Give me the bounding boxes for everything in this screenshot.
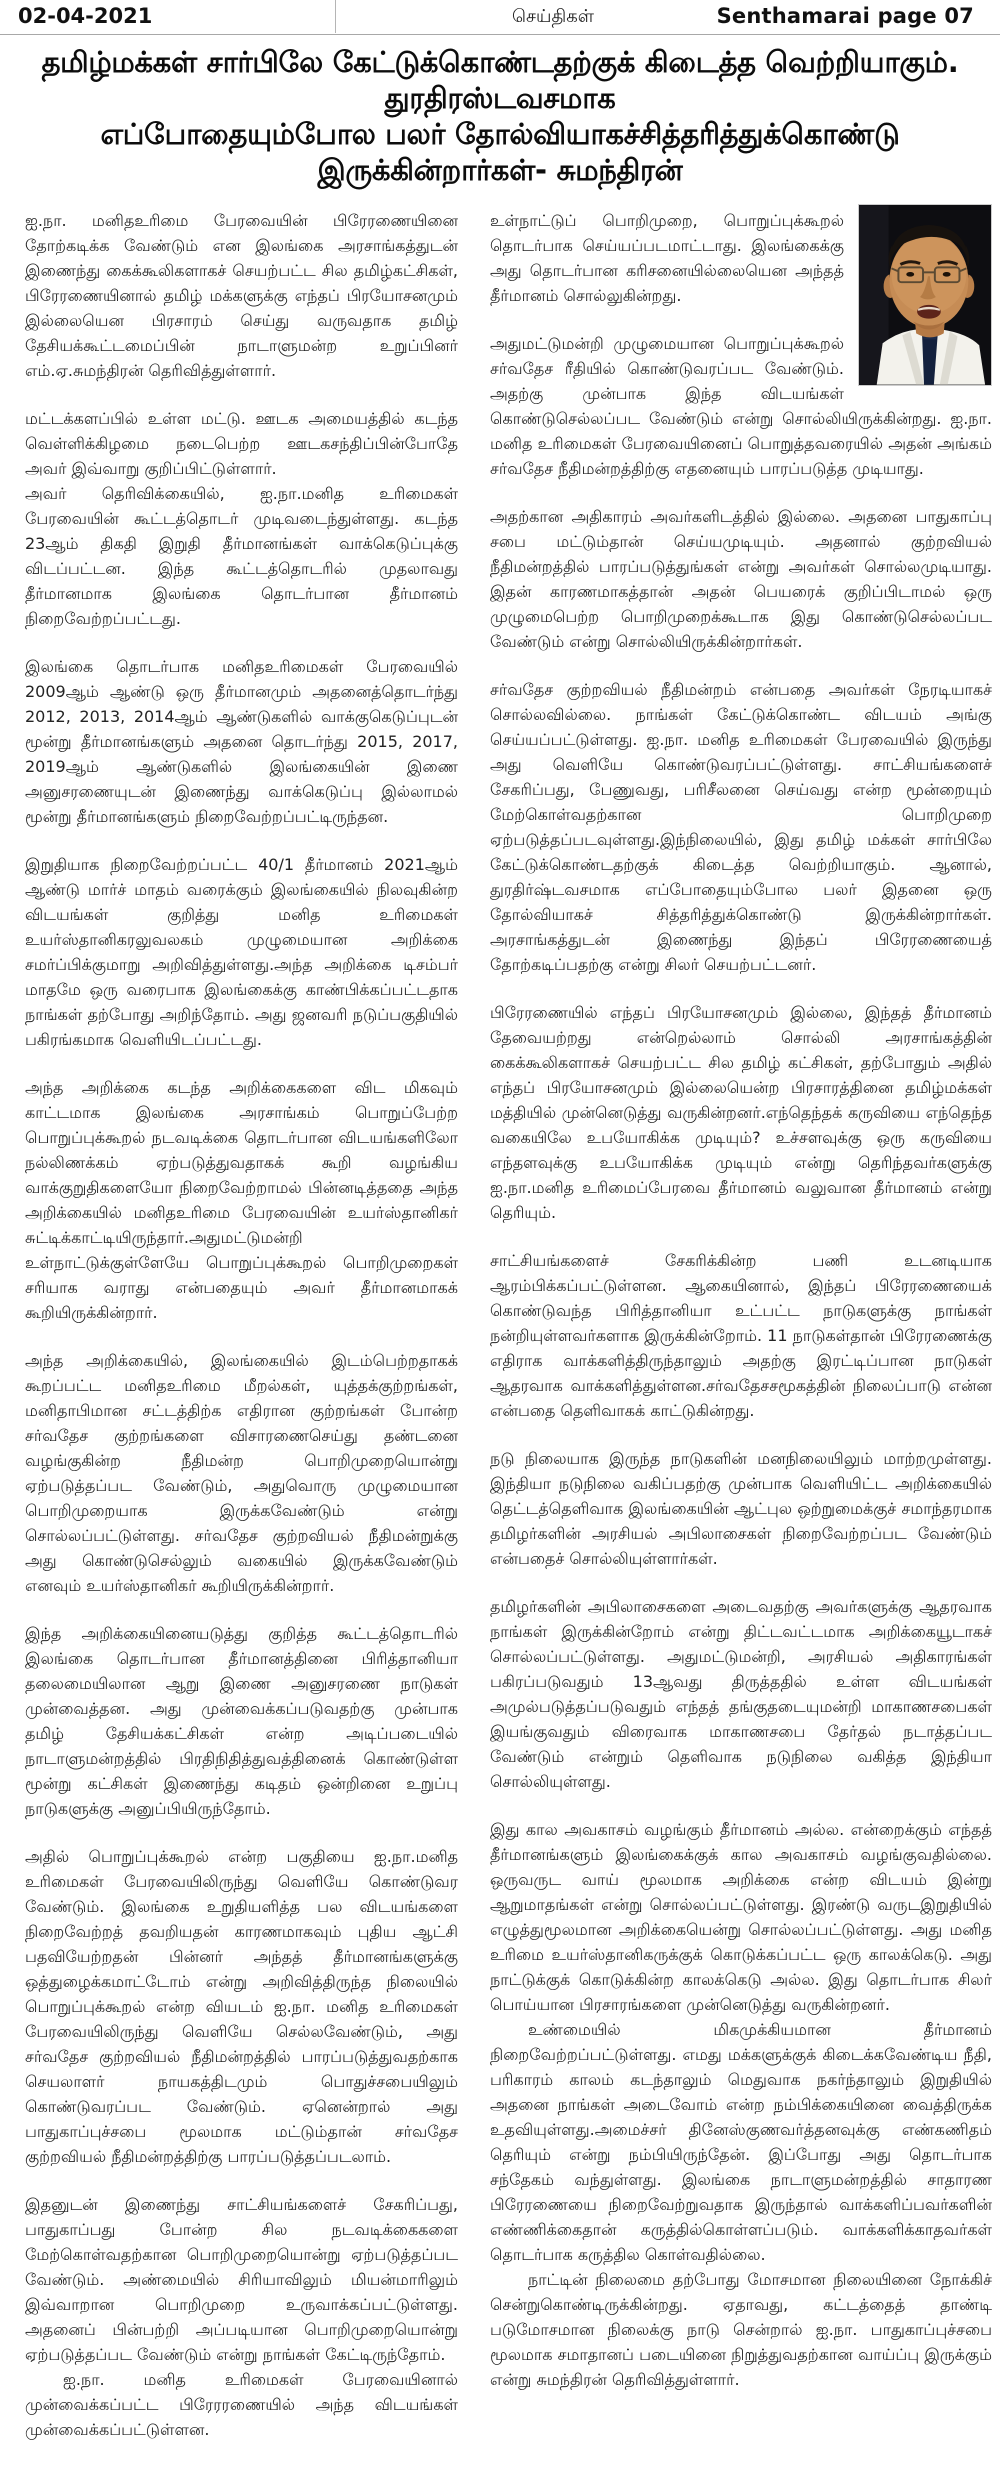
portrait-photo bbox=[858, 204, 992, 386]
issue-date: 02-04-2021 bbox=[0, 0, 336, 33]
paragraph: இறுதியாக நிறைவேற்றப்பட்ட 40/1 தீர்மானம் 2021ஆம் ஆண்டு மார்ச் மாதம் வரைக்கும் இலங்கையில் நிலவுகின்ற விடயங்கள் குறித்து மனித உரிமைகள் உயர்ஸ்தானிகரலுவலகம் முழுமையான அறிக்கை சமர்ப்பிக்குமாறு அறிவித்துள்ளது.அந்த அறிக்கை டிசம்பர் மாதமே ஒரு வரைபாக இலங்கைக்கு காண்பிக்கப்பட்டதாக நாங்கள் தற்போது அறிந்தோம். அது ஜனவரி நடுப்பகுதியில் பகிரங்கமாக வெளியிடப்பட்டது. bbox=[25, 855, 458, 1049]
paragraph: தமிழர்களின் அபிலாசைகளை அடைவதற்கு அவர்களுக்கு ஆதரவாக நாங்கள் இருக்கின்றோம் என்று திட்டவட்டமாக அறிக்கையூடாகச் சொல்லப்பட்டுள்ளது. அதுமட்டுமன்றி, அரசியல் அதிகாரங்கள் பகிரப்படுவதும் 13ஆவது திருத்ததில் உள்ள விடயங்கள் அமுல்படுத்தப்படுவதும் எந்தத் தங்குதடையுமன்றி மாகாணசபைகள் இயங்குவதும் விரைவாக மாகாணசபை தேர்தல் நடாத்தப்பட வேண்டும் என்றும் தெளிவாக நடுநிலை வகித்த இந்தியா சொல்லியுள்ளது. bbox=[490, 1597, 992, 1791]
paragraph: சாட்சியங்களைச் சேகரிக்கின்ற பணி உடனடியாக ஆரம்பிக்கப்பட்டுள்ளன. ஆகையினால், இந்தப் பிரேரணையைக் கொண்டுவந்த பிரித்தானியா உட்பட்ட நாடுகளுக்கு நாங்கள் நன்றியுள்ளவர்களாக இருக்கின்றோம். 11 நாடுகள்தான் பிரேரணைக்கு எதிராக வாக்களித்திருந்தாலும் அதற்கு இரட்டிப்பான நாடுகள் ஆதரவாக வாக்களித்துள்ளன.சர்வதேசசமூகத்தின் நிலைப்பாடு என்ன என்பதை தெளிவாகக் காட்டுகின்றது. bbox=[490, 1251, 992, 1420]
paragraph: பிரேரணையில் எந்தப் பிரயோசனமும் இல்லை, இந்தத் தீர்மானம் தேவையற்றது என்றெல்லாம் சொல்லி அரசாங்கத்தின் கைக்கூலிகளாகச் செயற்பட்ட சில தமிழ் கட்சிகள், தற்போதும் அதில் எந்தப் பிரயோசனமும் இல்லையென்ற பிரசாரத்தினை தமிழ்மக்கள் மத்தியில் முன்னெடுத்து வருகின்றனர்.எந்தெந்தக் கருவியை எந்தெந்த வகையிலே உபயோகிக்க முடியும்? உச்சளவுக்கு ஒரு கருவியை எந்தளவுக்கு உபயோகிக்க முடியும் என்று தெரிந்தவர்களுக்கு ஐ.நா.மனித உரிமைப்பேரவை தீர்மானம் வலுவான தீர்மானம் என்று தெரியும். bbox=[490, 1003, 992, 1222]
paragraph: அந்த அறிக்கையில், இலங்கையில் இடம்பெற்றதாகக் கூறப்பட்ட மனிதஉரிமை மீறல்கள், யுத்தக்குற்றங்கள், மனிதாபிமான சட்டத்திற்க எதிரான குற்றங்கள் போன்ற சர்வதேச குற்றங்களை விசாரணைசெய்து தண்டனை வழங்குகின்ற நீதிமன்ற பொறிமுறையொன்று ஏற்படுத்தப்பட வேண்டும், அதுவொரு முழுமையான பொறிமுறையாக இருக்கவேண்டும் என்று சொல்லப்பட்டுள்ளது. சர்வதேச குற்றவியல் நீதிமன்றுக்கு அது கொண்டுசெல்லும் வகையில் இருக்கவேண்டும் எனவும் உயர்ஸ்தானிகர் கூறியிருக்கின்றார். bbox=[25, 1351, 458, 1595]
paragraph: இந்த அறிக்கையினையடுத்து குறித்த கூட்டத்தொடரில் இலங்கை தொடர்பான தீர்மானத்தினை பிரித்தானியா தலைமையிலான ஆறு இணை அனுசரணை நாடுகள் முன்வைத்தன. அது முன்வைக்கப்படுவதற்கு முன்பாக தமிழ் தேசியக்கட்சிகள் என்ற அடிப்படையில் நாடாளுமன்றத்தில் பிரதிநிதித்துவத்தினைக் கொண்டுள்ள மூன்று கட்சிகள் இணைந்து கடிதம் ஒன்றினை உறுப்பு நாடுகளுக்கு அனுப்பியிருந்தோம். bbox=[25, 1624, 458, 1818]
paragraph: நாட்டின் நிலைமை தற்போது மோசமான நிலையினை நோக்கிச் சென்றுகொண்டிருக்கின்றது. ஏதாவது, கட்டத்தைத் தாண்டி படுமோசமான நிலைக்கு நாடு சென்றால் ஐ.நா. பாதுகாப்புச்சபை மூலமாக சமாதானப் படையினை நிறுத்துவதற்கான வாய்ப்பு இருக்கும் என்று சுமந்திரன் தெரிவித்துள்ளார். bbox=[490, 2270, 992, 2389]
paragraph: மட்டக்களப்பில் உள்ள மட்டு. ஊடக அமையத்தில் கடந்த வெள்ளிக்கிழமை நடைபெற்ற ஊடகசந்திப்பின்போதே அவர் இவ்வாறு குறிப்பிட்டுள்ளார். bbox=[25, 409, 458, 478]
paragraph: இலங்கை தொடர்பாக மனிதஉரிமைகள் பேரவையில் 2009ஆம் ஆண்டு ஒரு தீர்மானமும் அதனைத்தொடர்ந்து 2012, 2013, 2014ஆம் ஆண்டுகளில் வாக்குகெடுப்புடன் மூன்று தீர்மானங்களும் அதனை தொடர்ந்து 2015, 2017, 2019ஆம் ஆண்டுகளில் இலங்கையின் இணை அனுசரணையுடன் இணைந்து வாக்கெடுப்பு இல்லாமல் மூன்று தீர்மானங்களும் நிறைவேற்றப்பட்டிருந்தன. bbox=[25, 657, 458, 826]
paragraph: அதில் பொறுப்புக்கூறல் என்ற பகுதியை ஐ.நா.மனித உரிமைகள் பேரவையிலிருந்து வெளியே கொண்டுவர வேண்டும். இலங்கை உறுதியளித்த பல விடயங்களை நிறைவேற்றத் தவறியதன் காரணமாகவும் புதிய ஆட்சி பதவியேற்றதன் பின்னர் அந்தத் தீர்மானங்களுக்கு ஒத்துழைக்கமாட்டோம் என்று அறிவித்திருந்த நிலையில் பொறுப்புக்கூறல் என்ற வியடம் ஐ.நா. மனித உரிமைகள் பேரவையிலிருந்து வெளியே செல்லவேண்டும், அது சர்வதேச குற்றவியல் நீதிமன்றத்தில் பாரப்படுத்துவதற்காக செயலாளர் நாயகத்திடமும் பொதுச்சபையிலும் கொண்டுவரப்பட வேண்டும். ஏனென்றால் அது பாதுகாப்புச்சபை மூலமாக மட்டும்தான் சர்வதேச குற்றவியல் நீதிமன்றத்திற்கு பாரப்படுத்தப்படலாம். bbox=[25, 1847, 458, 2166]
paragraph: இது கால அவகாசம் வழங்கும் தீர்மானம் அல்ல. என்றைக்கும் எந்தத் தீர்மானங்களும் இலங்கைக்குக் கால அவகாசம் வழங்குவதில்லை. ஒருவருட வாய் மூலமாக அறிக்கை என்ற விடயம் இன்று ஆறுமாதங்கள் என்று சொல்லப்பட்டுள்ளது. இரண்டு வருடஇறுதியில் எழுத்துமூலமான அறிக்கையென்று சொல்லப்பட்டுள்ளது. அது மனித உரிமை உயர்ஸ்தானிகருக்குக் கொடுக்கப்பட்ட ஒரு காலக்கெடு. அது நாட்டுக்குக் கொடுக்கின்ற காலக்கெடு அல்ல. இது தொடர்பாக சிலர் பொய்யான பிரசாரங்களை முன்னெடுத்து வருகின்றனர். bbox=[490, 1820, 992, 2014]
paragraph: இதனுடன் இணைந்து சாட்சியங்களைச் சேகரிப்பது, பாதுகாப்பது போன்ற சில நடவடிக்கைகளை மேற்கொள்வதற்கான பொறிமுறையொன்று ஏற்படுத்தப்பட வேண்டும். அண்மையில் சிரியாவிலும் மியன்மாரிலும் இவ்வாறான பொறிமுறை உருவாக்கப்பட்டுள்ளது. அதனைப் பின்பற்றி அப்படியான பொறிமுறையொன்று ஏற்படுத்தப்பட வேண்டும் என்று நாங்கள் கேட்டிருந்தோம். bbox=[25, 2195, 458, 2364]
paragraph: அதற்கான அதிகாரம் அவர்களிடத்தில் இல்லை. அதனை பாதுகாப்பு சபை மட்டும்தான் செய்யமுடியும். அதனால் குற்றவியல் நீதிமன்றத்தில் பாரப்படுத்துங்கள் என்று அவர்கள் சொல்லமுடியாது. இதன் காரணமாகத்தான் அதன் பெயரைக் குறிப்பிடாமல் ஒரு முழுமைபெற்ற பொறிமுறைக்கூடாக இது கொண்டுசெல்லப்பட வேண்டும் என்று சொல்லியிருக்கின்றார்கள். bbox=[490, 507, 992, 651]
section-title: செய்திகள் bbox=[512, 6, 594, 27]
paragraph: ஐ.நா. மனித உரிமைகள் பேரவையினால் முன்வைக்கப்பட்ட பிரேரரணையில் அந்த விடயங்கள் முன்வைக்கப்பட்டுள்ளன. bbox=[25, 2370, 458, 2439]
paragraph: ஐ.நா. மனிதஉரிமை பேரவையின் பிரேரணையினை தோற்கடிக்க வேண்டும் என இலங்கை அரசாங்கத்துடன் இணைந்து கைக்கூலிகளாகச் செயற்பட்ட சில தமிழ்கட்சிகள், பிரேரணையினால் தமிழ் மக்களுக்கு எந்தப் பிரயோசனமும் இல்லையென பிரசாரம் செய்து வருவதாக தமிழ் தேசியக்கூட்டமைப்பின் நாடாளுமன்ற உறுப்பினர் எம்.ஏ.சுமந்திரன் தெரிவித்துள்ளார். bbox=[25, 211, 458, 380]
paragraph: அதுமட்டுமன்றி முழுமையான பொறுப்புக்கூறல் சர்வதேச ரீதியில் கொண்டுவரப்பட வேண்டும். அதற்கு முன்பாக இந்த விடயங்கள் கொண்டுசெல்லப்பட வேண்டும் என்று சொல்லியிருக்கின்றது. ஐ.நா. மனித உரிமைகள் பேரவையினைப் பொறுத்தவரையில் அதன் அங்கம் சர்வதேச நீதிமன்றத்திற்கு எதனையும் பாரப்படுத்த முடியாது. bbox=[490, 334, 992, 478]
paragraph: சர்வதேச குற்றவியல் நீதிமன்றம் என்பதை அவர்கள் நேரடியாகச் சொல்லவில்லை. நாங்கள் கேட்டுக்கொண்ட விடயம் அங்கு செய்யப்பட்டுள்ளது. ஐ.நா. மனித உரிமைகள் பேரவையில் இருந்து அது வெளியே கொண்டுவரப்பட்டுள்ளது. சாட்சியங்களைச் சேகரிப்பது, பேணுவது, பரிசீலனை செய்வது என்ற மூன்றையும் மேற்கொள்வதற்கான பொறிமுறை ஏற்படுத்தப்படவுள்ளது.இந்நிலையில், இது தமிழ் மக்கள் சார்பிலே கேட்டுக்கொண்டதற்குக் கிடைத்த வெற்றியாகும். ஆனால், துரதிர்ஷ்டவசமாக எப்போதையும்போல பலர் இதனை ஒரு தோல்வியாகச் சித்தரித்துக்கொண்டு இருக்கின்றார்கள். அரசாங்கத்துடன் இணைந்து இந்தப் பிரேரணையைத் தோற்கடிப்பதற்கு என்று சிலர் செயற்பட்டனர். bbox=[490, 680, 992, 974]
left-column bbox=[25, 208, 458, 2465]
right-column bbox=[490, 208, 992, 2415]
paragraph: நடு நிலையாக இருந்த நாடுகளின் மனநிலையிலும் மாற்றமுள்ளது. இந்தியா நடுநிலை வகிப்பதற்கு முன்பாக வெளியிட்ட அறிக்கையில் தெட்டத்தெளிவாக இலங்கையின் ஆட்புல ஒற்றுமைக்குச் சமாந்தரமாக தமிழர்களின் அரசியல் அபிலாசைகள் நிறைவேற்றப்பட வேண்டும் என்பதைச் சொல்லியுள்ளார்கள். bbox=[490, 1449, 992, 1568]
paragraph: உள்நாட்டுப் பொறிமுறை, பொறுப்புக்கூறல் தொடர்பாக செய்யப்படமாட்டாது. இலங்கைக்கு அது தொடர்பான கரிசனையில்லையென அந்தத் தீர்மானம் சொல்லுகின்றது. bbox=[490, 211, 844, 305]
headline-line-2: எப்போதையும்போல பலர் தோல்வியாகச்சித்தரித்துக்கொண்டு இருக்கின்றார்கள்- சுமந்திரன் bbox=[100, 117, 900, 187]
paragraph: உண்மையில் மிகமுக்கியமான தீர்மானம் நிறைவேற்றப்பட்டுள்ளது. எமது மக்களுக்குக் கிடைக்கவேண்டிய நீதி, பரிகாரம் காலம் கடந்தாலும் மெதுவாக நகர்ந்தாலும் இறுதியில் அதனை நாங்கள் அடைவோம் என்ற நம்பிக்கையினை வைத்திருக்க உதவியுள்ளது.அமைச்சர் தினேஸ்குணவர்த்தனவுக்கு எண்கணிதம் தெரியும் என்று நம்பியிருந்தேன். இப்போது அது தொடர்பாக சந்தேகம் வந்துள்ளது. இலங்கை நாடாளுமன்றத்தில் சாதாரண பிரேரணையை நிறைவேற்றுவதாக இருந்தால் வாக்களிப்பவர்களின் எண்ணிக்கைதான் கருத்தில்கொள்ளப்படும். வாக்களிக்காதவர்கள் தொடர்பாக கருத்தில கொள்வதில்லை. bbox=[490, 2020, 992, 2264]
article-body bbox=[0, 192, 1000, 2465]
sumanthiran-portrait-graphic bbox=[859, 205, 991, 385]
paragraph: அந்த அறிக்கை கடந்த அறிக்கைகளை விட மிகவும் காட்டமாக இலங்கை அரசாங்கம் பொறுப்பேற்ற பொறுப்புக்கூறல் நடவடிக்கை தொடர்பான விடயங்களிலோ நல்லிணக்கம் ஏற்படுத்துவதாகக் கூறி வழங்கிய வாக்குறுதிகளையோ நிறைவேற்றாமல் பின்னடித்ததை அந்த அறிக்கையில் மனிதஉரிமை பேரவையின் உயர்ஸ்தானிகர் சுட்டிக்காட்டியிருந்தார்.அதுமட்டுமன்றி உள்நாட்டுக்குள்ளேயே பொறுப்புக்கூறல் பொறிமுறைகள் சரியாக வராது என்பதையும் அவர் தீர்மானமாகக் கூறியிருக்கின்றார். bbox=[25, 1078, 458, 1322]
article-headline bbox=[6, 44, 994, 188]
paragraph: அவர் தெரிவிக்கையில், ஐ.நா.மனித உரிமைகள் பேரவையின் கூட்டத்தொடர் முடிவடைந்துள்ளது. கடந்த 23ஆம் திகதி இறுதி தீர்மானங்கள் வாக்கெடுப்புக்கு விடப்பட்டன. இந்த கூட்டத்தொடரில் முதலாவது தீர்மானமாக இலங்கை தொடர்பான தீர்மானம் நிறைவேற்றப்பட்டது. bbox=[25, 484, 458, 628]
headline-line-1: தமிழ்மக்கள் சார்பிலே கேட்டுக்கொண்டதற்குக் கிடைத்த வெற்றியாகும். துரதிரஸ்டவசமாக bbox=[41, 45, 959, 115]
masthead bbox=[0, 0, 1000, 35]
publication-page: Senthamarai page 07 bbox=[716, 4, 974, 28]
